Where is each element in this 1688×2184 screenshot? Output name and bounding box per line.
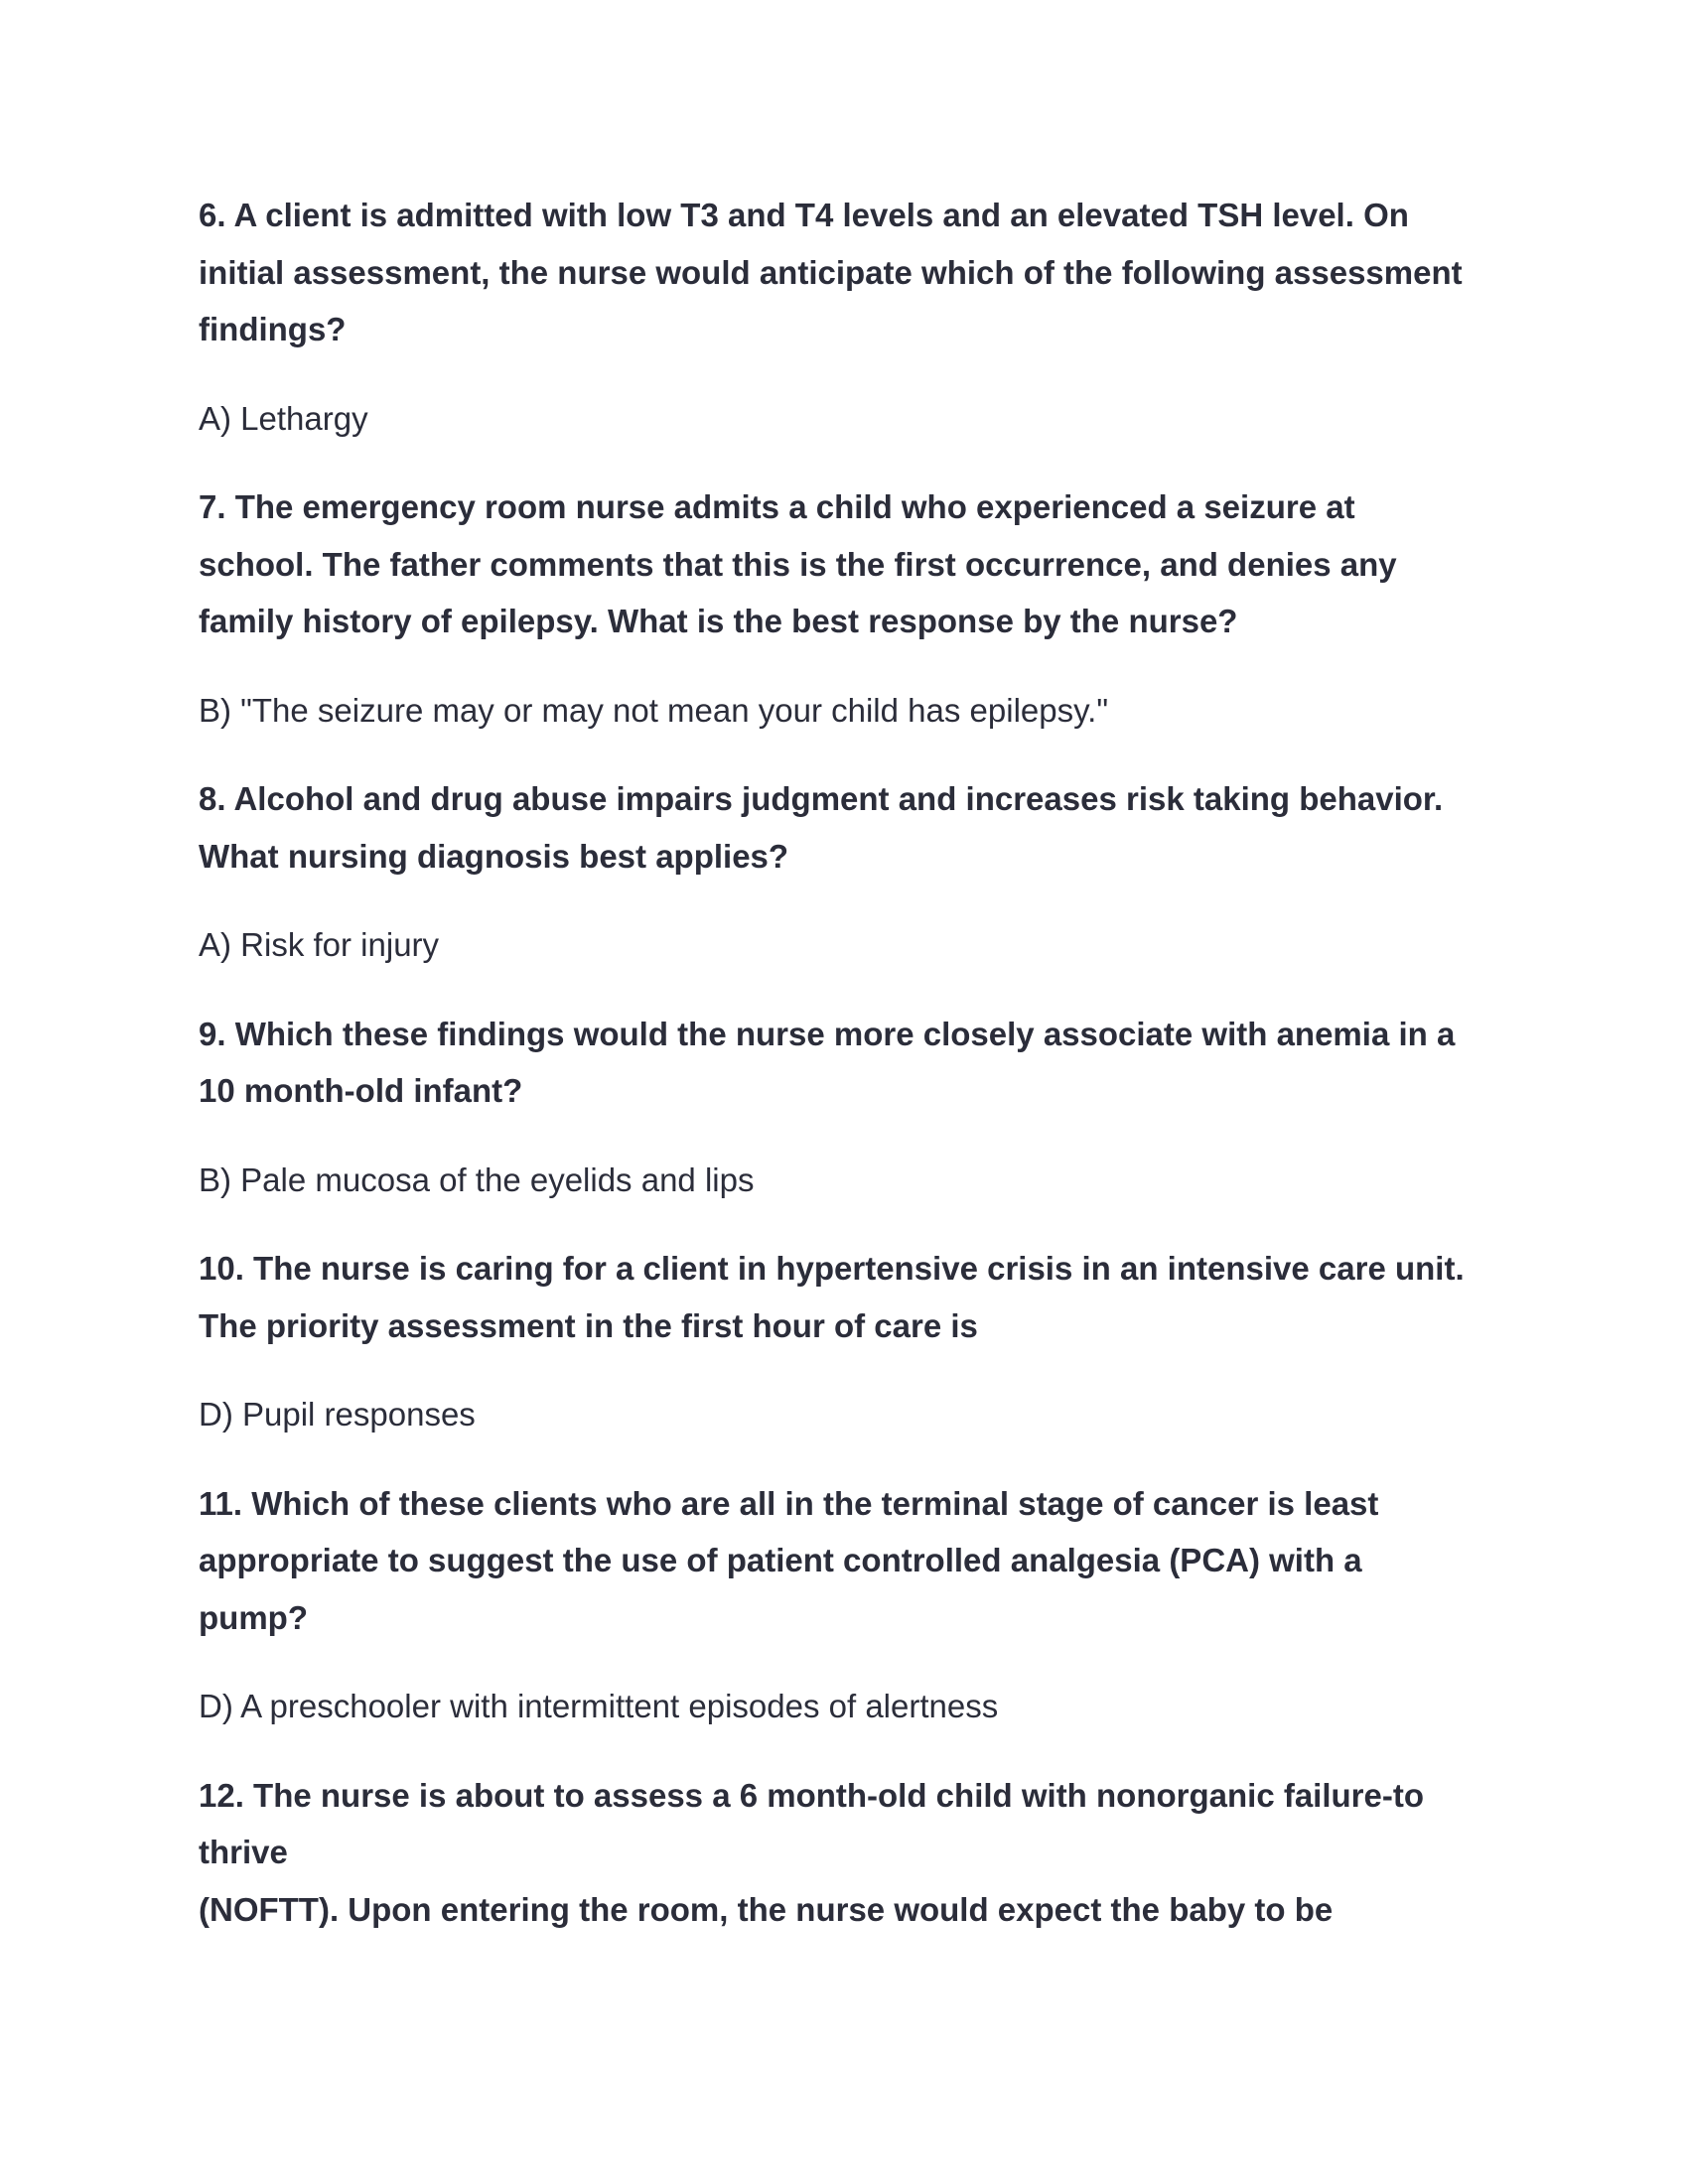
answer-11: D) A preschooler with intermittent episodes of alertness (199, 1688, 999, 1724)
question-11: 11. Which of these clients who are all in the terminal stage of cancer is least appropriate to suggest the use of patient controlled analgesia (PCA) with a pump? (199, 1484, 1379, 1636)
question-6: 6. A client is admitted with low T3 and T4 levels and an elevated TSH level. On initial assessment, the nurse would anticipate which of the following assessment findings? (199, 197, 1463, 347)
question-8: 8. Alcohol and drug abuse impairs judgment and increases risk taking behavior. What nursing diagnosis best applies? (199, 780, 1444, 875)
answer-7: B) "The seizure may or may not mean your child has epilepsy." (199, 691, 1109, 729)
answer-10: D) Pupil responses (199, 1396, 476, 1433)
question-12: 12. The nurse is about to assess a 6 month-old child with nonorganic failure-to thrive (NOFTT). Upon entering the room, the nurse would expect the baby to be (199, 1776, 1425, 1928)
question-10: 10. The nurse is caring for a client in hypertensive crisis in an intensive care unit. The priority assessment in the first hour of care is (199, 1250, 1465, 1344)
document-page (199, 187, 1489, 1938)
answer-8: A) Risk for injury (199, 926, 440, 963)
question-9: 9. Which these findings would the nurse more closely associate with anemia in a 10 month-old infant? (199, 1015, 1456, 1109)
question-7: 7. The emergency room nurse admits a child who experienced a seizure at school. The father comments that this is the first occurrence, and denies any family history of epilepsy. What is the best response by the nurse? (199, 488, 1397, 639)
answer-6: A) Lethargy (199, 399, 368, 437)
answer-9: B) Pale mucosa of the eyelids and lips (199, 1160, 755, 1198)
